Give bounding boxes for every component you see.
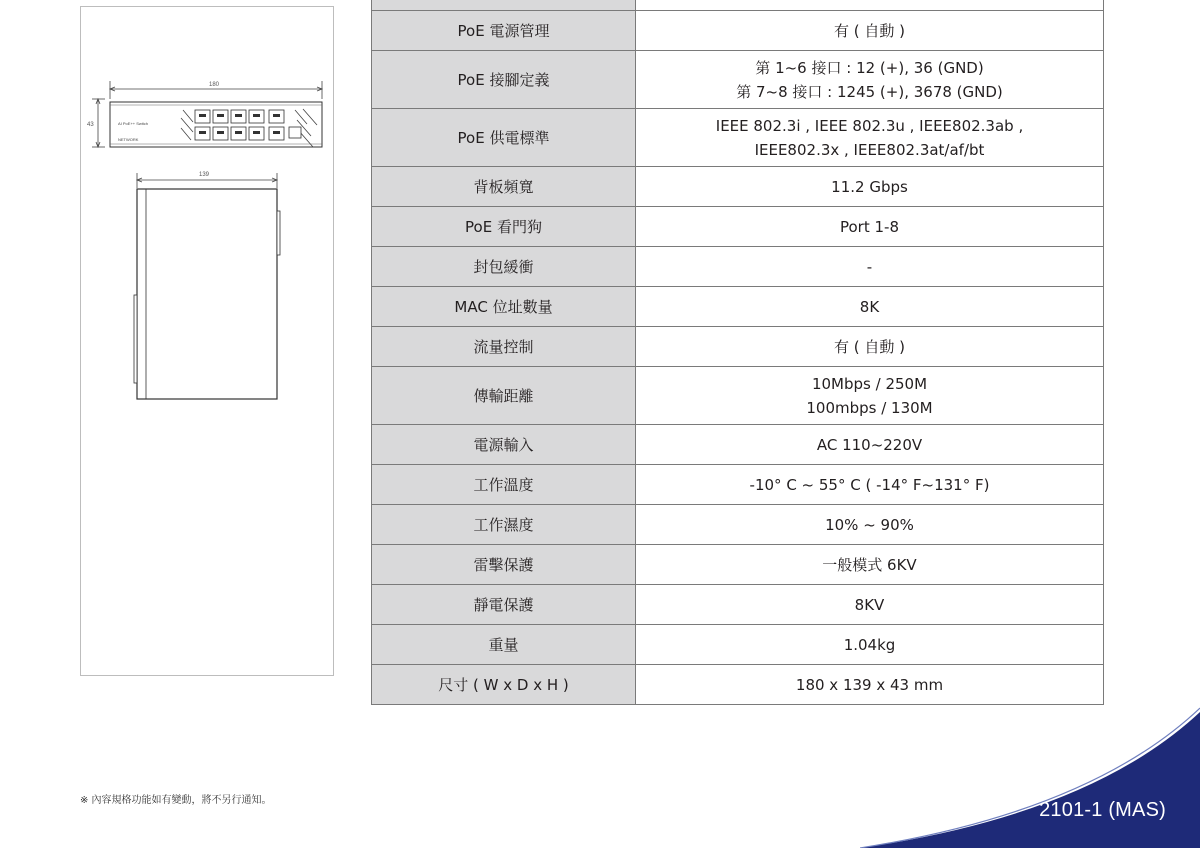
spec-row	[372, 51, 1104, 109]
spec-row	[372, 0, 1104, 11]
front-width-label: 180	[209, 82, 220, 88]
spec-value-line: 8K	[859, 297, 880, 316]
spec-value-line: AC 110~220V	[816, 435, 923, 454]
spec-row	[372, 665, 1104, 705]
spec-value	[636, 585, 1104, 625]
spec-value-line: 100mbps / 130M	[806, 398, 933, 417]
spec-value-line: Port 1-8	[839, 217, 899, 236]
spec-value	[636, 247, 1104, 287]
spec-value-line: 10Mbps / 250M	[811, 374, 928, 393]
spec-row	[372, 167, 1104, 207]
spec-label: 電源輸入	[372, 425, 636, 465]
spec-row	[372, 11, 1104, 51]
model-code: 2101-1 (MAS)	[1039, 799, 1166, 821]
spec-value	[636, 425, 1104, 465]
spec-value	[636, 167, 1104, 207]
spec-value-line: 一般模式 6KV	[822, 555, 917, 574]
spec-value-line: 1.04kg	[843, 635, 896, 654]
spec-value	[636, 665, 1104, 705]
spec-value-line: 8KV	[854, 595, 885, 614]
spec-value	[636, 109, 1104, 167]
spec-value	[636, 11, 1104, 51]
spec-value	[636, 465, 1104, 505]
spec-label	[372, 0, 636, 11]
spec-value	[636, 545, 1104, 585]
spec-table	[371, 0, 1104, 705]
spec-label: PoE 看門狗	[372, 207, 636, 247]
spec-value	[636, 625, 1104, 665]
spec-value	[636, 327, 1104, 367]
spec-value-line: -10° C ~ 55° C ( -14° F~131° F)	[749, 475, 990, 494]
spec-value-line: -	[866, 257, 873, 276]
spec-value-line: IEEE802.3x , IEEE802.3at/af/bt	[754, 140, 985, 159]
brand-label: NETWORK	[118, 137, 139, 142]
spec-row	[372, 247, 1104, 287]
spec-row	[372, 585, 1104, 625]
spec-value	[636, 287, 1104, 327]
spec-row	[372, 109, 1104, 167]
corner-decoration	[860, 700, 1200, 848]
spec-label: 傳輸距離	[372, 367, 636, 425]
depth-label: 139	[199, 172, 210, 178]
spec-label: 封包緩衝	[372, 247, 636, 287]
spec-value	[636, 0, 1104, 11]
spec-row	[372, 367, 1104, 425]
spec-label: PoE 供電標準	[372, 109, 636, 167]
spec-label: PoE 接腳定義	[372, 51, 636, 109]
spec-value-line: IEEE 802.3i , IEEE 802.3u , IEEE802.3ab ,	[715, 116, 1024, 135]
dimension-drawing	[81, 7, 335, 677]
spec-value-line: 有 ( 自動 )	[833, 21, 905, 40]
spec-value-line: 180 x 139 x 43 mm	[795, 675, 944, 694]
spec-label: 背板頻寬	[372, 167, 636, 207]
spec-label: PoE 電源管理	[372, 11, 636, 51]
spec-row	[372, 625, 1104, 665]
spec-value-line: 第 1~6 接口 : 12 (+), 36 (GND)	[755, 58, 984, 77]
spec-row	[372, 207, 1104, 247]
spec-label: 工作濕度	[372, 505, 636, 545]
spec-row	[372, 545, 1104, 585]
spec-label: 靜電保護	[372, 585, 636, 625]
spec-row	[372, 425, 1104, 465]
device-label: AI PoE++ Switch	[118, 121, 149, 126]
product-drawing-panel	[80, 6, 334, 676]
spec-value-line: 11.2 Gbps	[831, 177, 908, 196]
spec-value-line: 有 ( 自動 )	[833, 337, 905, 356]
spec-label: 重量	[372, 625, 636, 665]
spec-value-line: 第 7~8 接口 : 1245 (+), 3678 (GND)	[736, 82, 1003, 101]
spec-value	[636, 505, 1104, 545]
spec-row	[372, 287, 1104, 327]
spec-label: 流量控制	[372, 327, 636, 367]
spec-value-line: 10% ~ 90%	[825, 515, 914, 534]
spec-row	[372, 505, 1104, 545]
spec-value	[636, 207, 1104, 247]
spec-value	[636, 367, 1104, 425]
spec-label: 工作溫度	[372, 465, 636, 505]
spec-label: 尺寸 ( W x D x H )	[372, 665, 636, 705]
spec-label: 雷擊保護	[372, 545, 636, 585]
spec-row	[372, 465, 1104, 505]
footnote: ※ 內容規格功能如有變動，將不另行通知。	[80, 795, 272, 806]
spec-row	[372, 327, 1104, 367]
front-height-label: 43	[87, 122, 94, 128]
spec-label: MAC 位址數量	[372, 287, 636, 327]
spec-value	[636, 51, 1104, 109]
